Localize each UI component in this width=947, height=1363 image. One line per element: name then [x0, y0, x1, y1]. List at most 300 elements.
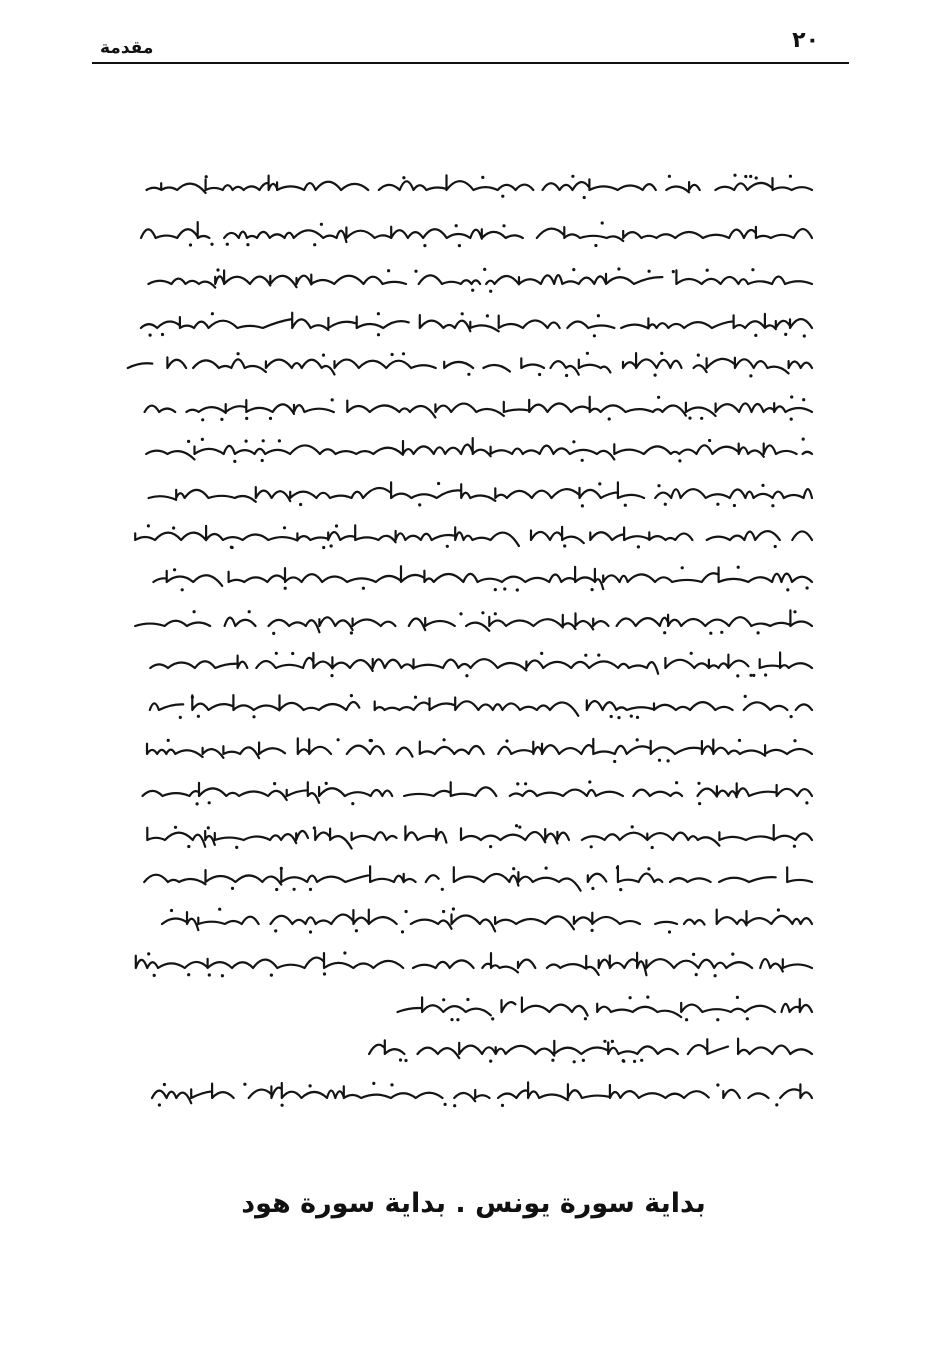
diacritic-dot	[512, 867, 515, 870]
diacritic-dot	[784, 333, 787, 336]
diacritic-dot	[685, 1018, 688, 1021]
diacritic-dot	[189, 243, 192, 246]
diacritic-dot	[211, 312, 214, 315]
diacritic-dot	[423, 244, 426, 247]
diacritic-dot	[738, 739, 741, 742]
diacritic-dot	[737, 566, 740, 569]
diacritic-dot	[494, 612, 497, 615]
diacritic-dot	[275, 652, 278, 655]
diacritic-dot	[245, 417, 248, 420]
manuscript-line	[122, 692, 822, 720]
diacritic-dot	[337, 738, 340, 741]
diacritic-dot	[777, 908, 780, 911]
diacritic-dot	[733, 504, 736, 507]
diacritic-dot	[248, 610, 251, 613]
manuscript-line	[122, 394, 822, 422]
diacritic-dot	[664, 503, 667, 506]
diacritic-dot	[486, 314, 489, 317]
diacritic-dot	[572, 268, 575, 271]
diacritic-dot	[331, 398, 334, 401]
diacritic-dot	[658, 759, 661, 762]
diacritic-dot	[313, 243, 316, 246]
diacritic-dot	[320, 223, 323, 226]
manuscript-line	[122, 310, 822, 338]
diacritic-dot	[790, 395, 793, 398]
diacritic-dot	[657, 396, 660, 399]
diacritic-dot	[629, 996, 632, 999]
diacritic-dot	[619, 888, 622, 891]
diacritic-dot	[657, 484, 660, 487]
diacritic-dot	[789, 175, 792, 178]
diacritic-dot	[611, 1040, 614, 1043]
diacritic-dot	[708, 439, 711, 442]
manuscript-line	[122, 350, 822, 378]
diacritic-dot	[197, 715, 200, 718]
handwriting-stroke	[135, 525, 812, 546]
diacritic-dot	[274, 929, 277, 932]
diacritic-dot	[270, 974, 273, 977]
diacritic-dot	[505, 739, 508, 742]
diacritic-dot	[414, 270, 417, 273]
diacritic-dot	[597, 314, 600, 317]
diacritic-dot	[350, 631, 353, 634]
diacritic-dot	[631, 825, 634, 828]
diacritic-dot	[593, 334, 596, 337]
handwriting-stroke	[149, 482, 812, 502]
diacritic-dot	[167, 739, 170, 742]
diacritic-dot	[640, 1059, 643, 1062]
diacritic-dot	[280, 867, 283, 870]
diacritic-dot	[450, 1018, 453, 1021]
diacritic-dot	[793, 610, 796, 613]
manuscript-line	[122, 778, 822, 806]
diacritic-dot	[208, 801, 211, 804]
diacritic-dot	[591, 588, 594, 591]
diacritic-dot	[483, 268, 486, 271]
diacritic-dot	[405, 910, 408, 913]
diacritic-dot	[453, 1104, 456, 1107]
diacritic-dot	[481, 611, 484, 614]
diacritic-dot	[442, 998, 445, 1001]
diacritic-dot	[515, 824, 518, 827]
diacritic-dot	[372, 1082, 375, 1085]
handwriting-stroke	[147, 825, 812, 849]
diacritic-dot	[524, 782, 527, 785]
diacritic-dot	[744, 175, 747, 178]
diacritic-dot	[501, 195, 504, 198]
diacritic-dot	[802, 398, 805, 401]
diacritic-dot	[343, 951, 346, 954]
manuscript-line	[122, 220, 822, 248]
diacritic-dot	[581, 504, 584, 507]
diacritic-dot	[153, 974, 156, 977]
diacritic-dot	[489, 845, 492, 848]
diacritic-dot	[330, 674, 333, 677]
diacritic-dot	[216, 268, 219, 271]
diacritic-dot	[284, 587, 287, 590]
diacritic-dot	[172, 526, 175, 529]
handwriting-stroke	[369, 1039, 812, 1059]
diacritic-dot	[672, 270, 675, 273]
manuscript-line	[122, 564, 822, 592]
diacritic-dot	[793, 845, 796, 848]
diacritic-dot	[697, 354, 700, 357]
diacritic-dot	[402, 176, 405, 179]
diacritic-dot	[323, 972, 326, 975]
diacritic-dot	[601, 221, 604, 224]
diacritic-dot	[465, 674, 468, 677]
diacritic-dot	[709, 632, 712, 635]
diacritic-dot	[196, 802, 199, 805]
diacritic-dot	[806, 586, 809, 589]
diacritic-dot	[591, 887, 594, 890]
diacritic-dot	[616, 866, 619, 869]
diacritic-dot	[678, 459, 681, 462]
diacritic-dot	[201, 418, 204, 421]
diacritic-dot	[608, 417, 611, 420]
diacritic-dot	[221, 974, 224, 977]
diacritic-dot	[706, 269, 709, 272]
diacritic-dot	[790, 715, 793, 718]
diacritic-dot	[322, 354, 325, 357]
handwriting-stroke	[135, 610, 812, 632]
diacritic-dot	[275, 888, 278, 891]
diacritic-dot	[370, 739, 373, 742]
running-head: مقدمة	[100, 38, 154, 58]
diacritic-dot	[309, 1084, 312, 1087]
diacritic-dot	[651, 846, 654, 849]
diacritic-dot	[187, 845, 190, 848]
diacritic-dot	[565, 374, 568, 377]
manuscript-line	[122, 1036, 822, 1064]
diacritic-dot	[187, 973, 190, 976]
diacritic-dot	[313, 826, 316, 829]
diacritic-dot	[688, 417, 691, 420]
diacritic-dot	[771, 504, 774, 507]
diacritic-dot	[442, 910, 445, 913]
diacritic-dot	[663, 631, 666, 634]
diacritic-dot	[551, 1059, 554, 1062]
diacritic-dot	[269, 417, 272, 420]
diacritic-dot	[322, 546, 325, 549]
diacritic-dot	[720, 631, 723, 634]
manuscript-line	[122, 650, 822, 678]
diacritic-dot	[399, 1058, 402, 1061]
manuscript-line	[122, 436, 822, 464]
manuscript-line	[122, 522, 822, 550]
handwriting-stroke	[139, 695, 812, 716]
diacritic-dot	[690, 652, 693, 655]
handwriting-stroke	[147, 175, 813, 193]
diacritic-dot	[668, 930, 671, 933]
diacritic-dot	[325, 782, 328, 785]
diacritic-dot	[377, 312, 380, 315]
diacritic-dot	[281, 1104, 284, 1107]
manuscript-line	[122, 172, 822, 200]
diacritic-dot	[603, 1040, 606, 1043]
diacritic-dot	[518, 826, 521, 829]
diacritic-dot	[744, 695, 747, 698]
diacritic-dot	[387, 269, 390, 272]
diacritic-dot	[636, 716, 639, 719]
diacritic-dot	[299, 503, 302, 506]
diacritic-dot	[697, 782, 700, 785]
diacritic-dot	[404, 1059, 407, 1062]
diacritic-dot	[755, 176, 758, 179]
diacritic-dot	[668, 175, 671, 178]
diacritic-dot	[516, 588, 519, 591]
diacritic-dot	[764, 673, 767, 676]
diacritic-dot	[749, 374, 752, 377]
diacritic-dot	[489, 290, 492, 293]
handwriting-stroke	[398, 997, 813, 1017]
diacritic-dot	[149, 334, 152, 337]
handwriting-stroke	[147, 738, 812, 758]
diacritic-dot	[243, 1083, 246, 1086]
diacritic-dot	[572, 440, 575, 443]
diacritic-dot	[273, 782, 276, 785]
diacritic-dot	[455, 224, 458, 227]
diacritic-dot	[790, 418, 793, 421]
diacritic-dot	[147, 952, 150, 955]
diacritic-dot	[736, 674, 739, 677]
diacritic-dot	[246, 243, 249, 246]
diacritic-dot	[746, 1017, 749, 1020]
diacritic-dot	[749, 674, 752, 677]
diacritic-dot	[648, 270, 651, 273]
diacritic-dot	[590, 845, 593, 848]
diacritic-dot	[233, 460, 236, 463]
diacritic-dot	[716, 503, 719, 506]
diacritic-dot	[252, 715, 255, 718]
page-header	[92, 28, 849, 64]
diacritic-dot	[540, 652, 543, 655]
diacritic-dot	[309, 888, 312, 891]
diacritic-dot	[207, 826, 210, 829]
diacritic-dot	[391, 353, 394, 356]
diacritic-dot	[584, 1017, 587, 1020]
diacritic-dot	[170, 909, 173, 912]
diacritic-dot	[231, 887, 234, 890]
diacritic-dot	[191, 696, 194, 699]
diacritic-dot	[237, 352, 240, 355]
diacritic-dot	[208, 973, 211, 976]
manuscript-line	[122, 266, 822, 294]
diacritic-dot	[803, 334, 806, 337]
diacritic-dot	[467, 373, 470, 376]
diacritic-dot	[226, 243, 229, 246]
diacritic-dot	[675, 781, 678, 784]
diacritic-dot	[805, 801, 808, 804]
diacritic-dot	[362, 587, 365, 590]
diacritic-dot	[235, 846, 238, 849]
diacritic-dot	[545, 867, 548, 870]
diacritic-dot	[586, 352, 589, 355]
diacritic-dot	[466, 998, 469, 1001]
diacritic-dot	[591, 929, 594, 932]
diacritic-dot	[461, 312, 464, 315]
manuscript-line	[122, 864, 822, 892]
diacritic-dot	[220, 418, 223, 421]
diacritic-dot	[775, 1103, 778, 1106]
diacritic-dot	[491, 1017, 494, 1020]
diacritic-dot	[667, 759, 670, 762]
diacritic-dot	[201, 438, 204, 441]
diacritic-dot	[283, 526, 286, 529]
diacritic-dot	[456, 1018, 459, 1021]
figure-caption: بداية سورة يونس . بداية سورة هود	[241, 1188, 706, 1219]
diacritic-dot	[351, 802, 354, 805]
manuscript-image	[122, 150, 822, 1130]
diacritic-dot	[736, 996, 739, 999]
diacritic-dot	[716, 1083, 719, 1086]
diacritic-dot	[757, 631, 760, 634]
diacritic-dot	[752, 674, 755, 677]
diacritic-dot	[716, 1018, 719, 1021]
diacritic-dot	[418, 503, 421, 506]
diacritic-dot	[714, 974, 717, 977]
diacritic-dot	[437, 482, 440, 485]
diacritic-dot	[681, 566, 684, 569]
diacritic-dot	[291, 652, 294, 655]
diacritic-dot	[441, 888, 444, 891]
diacritic-dot	[205, 175, 208, 178]
diacritic-dot	[598, 482, 601, 485]
diacritic-dot	[802, 438, 805, 441]
diacritic-dot	[218, 908, 221, 911]
diacritic-dot	[494, 588, 497, 591]
diacritic-dot	[230, 546, 233, 549]
diacritic-dot	[617, 716, 620, 719]
diacritic-dot	[481, 176, 484, 179]
diacritic-dot	[581, 459, 584, 462]
handwriting-stroke	[148, 270, 812, 287]
diacritic-dot	[624, 504, 627, 507]
diacritic-dot	[193, 610, 196, 613]
diacritic-dot	[262, 439, 265, 442]
diacritic-dot	[660, 352, 663, 355]
diacritic-dot	[401, 930, 404, 933]
manuscript-line	[122, 480, 822, 508]
diacritic-dot	[583, 196, 586, 199]
diacritic-dot	[402, 352, 405, 355]
diacritic-dot	[471, 289, 474, 292]
diacritic-dot	[584, 654, 587, 657]
diacritic-dot	[489, 1060, 492, 1063]
diacritic-dot	[261, 459, 264, 462]
diacritic-dot	[637, 545, 640, 548]
diacritic-dot	[272, 632, 275, 635]
diacritic-dot	[516, 782, 519, 785]
diacritic-dot	[458, 244, 461, 247]
diacritic-dot	[377, 333, 380, 336]
diacritic-dot	[452, 907, 455, 910]
diacritic-dot	[613, 760, 616, 763]
diacritic-dot	[502, 224, 505, 227]
handwriting-stroke	[139, 653, 812, 674]
diacritic-dot	[174, 826, 177, 829]
diacritic-dot	[617, 267, 620, 270]
diacritic-dot	[245, 440, 248, 443]
diacritic-dot	[459, 612, 462, 615]
handwriting-stroke	[142, 1082, 812, 1103]
diacritic-dot	[163, 1083, 166, 1086]
diacritic-dot	[414, 696, 417, 699]
diacritic-dot	[754, 334, 757, 337]
diacritic-dot	[751, 268, 754, 271]
diacritic-dot	[443, 738, 446, 741]
diacritic-dot	[501, 1104, 504, 1107]
diacritic-dot	[698, 802, 701, 805]
handwriting-stroke	[145, 397, 812, 418]
manuscript-line	[122, 608, 822, 636]
diacritic-dot	[173, 568, 176, 571]
diacritic-dot	[594, 244, 597, 247]
diacritic-dot	[646, 996, 649, 999]
diacritic-dot	[330, 544, 333, 547]
manuscript-line	[122, 736, 822, 764]
handwriting-stroke	[128, 353, 812, 375]
diacritic-dot	[446, 545, 449, 548]
diacritic-dot	[538, 373, 541, 376]
diacritic-dot	[187, 440, 190, 443]
diacritic-dot	[293, 888, 296, 891]
diacritic-dot	[610, 715, 613, 718]
handwriting-stroke	[141, 222, 812, 242]
diacritic-dot	[733, 174, 736, 177]
diacritic-dot	[588, 780, 591, 783]
diacritic-dot	[695, 973, 698, 976]
diacritic-dot	[444, 1103, 447, 1106]
diacritic-dot	[793, 739, 796, 742]
diacritic-dot	[692, 953, 695, 956]
handwriting-stroke	[153, 566, 812, 589]
manuscript-line	[122, 822, 822, 850]
manuscript-line	[122, 1080, 822, 1108]
diacritic-dot	[179, 716, 182, 719]
diacritic-dot	[761, 484, 764, 487]
diacritic-dot	[390, 1083, 393, 1086]
diacritic-dot	[700, 417, 703, 420]
diacritic-dot	[278, 439, 281, 442]
diacritic-dot	[147, 524, 150, 527]
manuscript-line	[122, 994, 822, 1022]
diacritic-dot	[654, 374, 657, 377]
diacritic-dot	[335, 524, 338, 527]
diacritic-dot	[597, 654, 600, 657]
handwriting-stroke	[141, 313, 812, 332]
page-number: ٢٠	[792, 28, 819, 53]
diacritic-dot	[786, 588, 789, 591]
diacritic-dot	[573, 1060, 576, 1063]
diacritic-dot	[571, 175, 574, 178]
diacritic-dot	[774, 545, 777, 548]
diacritic-dot	[210, 243, 213, 246]
diacritic-dot	[158, 1103, 161, 1106]
diacritic-dot	[161, 333, 164, 336]
diacritic-dot	[633, 1060, 636, 1063]
handwriting-stroke	[126, 953, 812, 976]
handwriting-stroke	[143, 782, 813, 803]
manuscript-line	[122, 950, 822, 978]
diacritic-dot	[647, 867, 650, 870]
diacritic-dot	[563, 544, 566, 547]
diacritic-dot	[355, 929, 358, 932]
diacritic-dot	[503, 587, 506, 590]
diacritic-dot	[630, 715, 633, 718]
diacritic-dot	[731, 953, 734, 956]
diacritic-dot	[636, 738, 639, 741]
